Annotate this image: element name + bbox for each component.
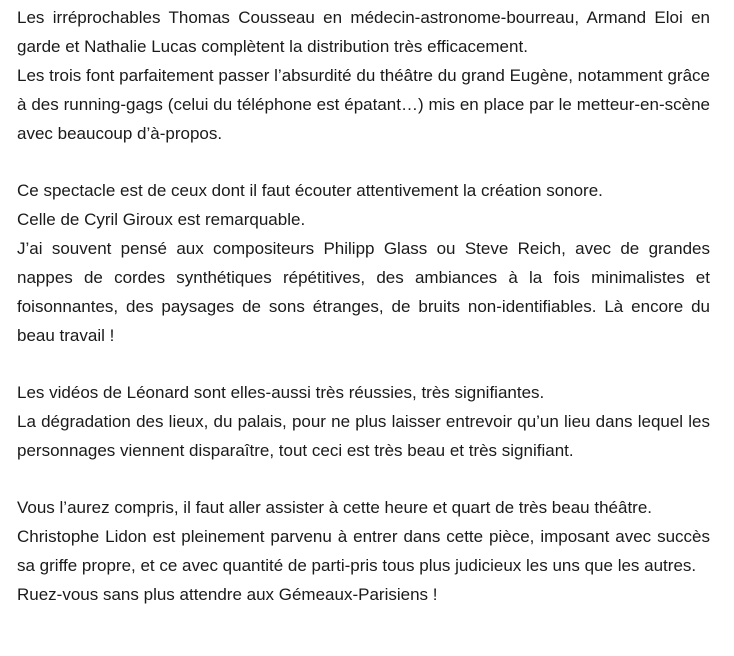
text-line: Les irréprochables Thomas Cousseau en médecin-astronome-bourreau, Armand Eloi en garde et Nathalie Lucas complètent la distribution très efficacement. <box>17 8 710 56</box>
paragraph-conclusion <box>17 493 710 609</box>
paragraph-video <box>17 378 710 465</box>
paragraph-cast <box>17 3 710 148</box>
text-line: Christophe Lidon est pleinement parvenu à entrer dans cette pièce, imposant avec succès sa griffe propre, et ce avec quantité de parti-pris tous plus judicieux les uns que les autres. <box>17 527 710 575</box>
text-line: Les trois font parfaitement passer l’absurdité du théâtre du grand Eugène, notamment grâce à des running-gags (celui du téléphone est épatant…) mis en place par le metteur-en-scène avec beaucoup d’à-propos. <box>17 66 710 143</box>
text-line: J’ai souvent pensé aux compositeurs Philipp Glass ou Steve Reich, avec de grandes nappes de cordes synthétiques répétitives, des ambiances à la fois minimalistes et foisonnantes, des paysages de sons étranges, de bruits non-identifiables. Là encore du beau travail ! <box>17 239 710 345</box>
text-line: Les vidéos de Léonard sont elles-aussi très réussies, très signifiantes. <box>17 383 545 402</box>
text-line: Ruez-vous sans plus attendre aux Gémeaux-Parisiens ! <box>17 585 438 604</box>
text-line: Celle de Cyril Giroux est remarquable. <box>17 210 306 229</box>
paragraph-sound <box>17 176 710 350</box>
text-line: Vous l’aurez compris, il faut aller assister à cette heure et quart de très beau théâtre. <box>17 498 653 517</box>
text-line: Ce spectacle est de ceux dont il faut écouter attentivement la création sonore. <box>17 181 603 200</box>
text-line: La dégradation des lieux, du palais, pour ne plus laisser entrevoir qu’un lieu dans lequel les personnages viennent disparaître, tout ceci est très beau et très signifiant. <box>17 412 710 460</box>
